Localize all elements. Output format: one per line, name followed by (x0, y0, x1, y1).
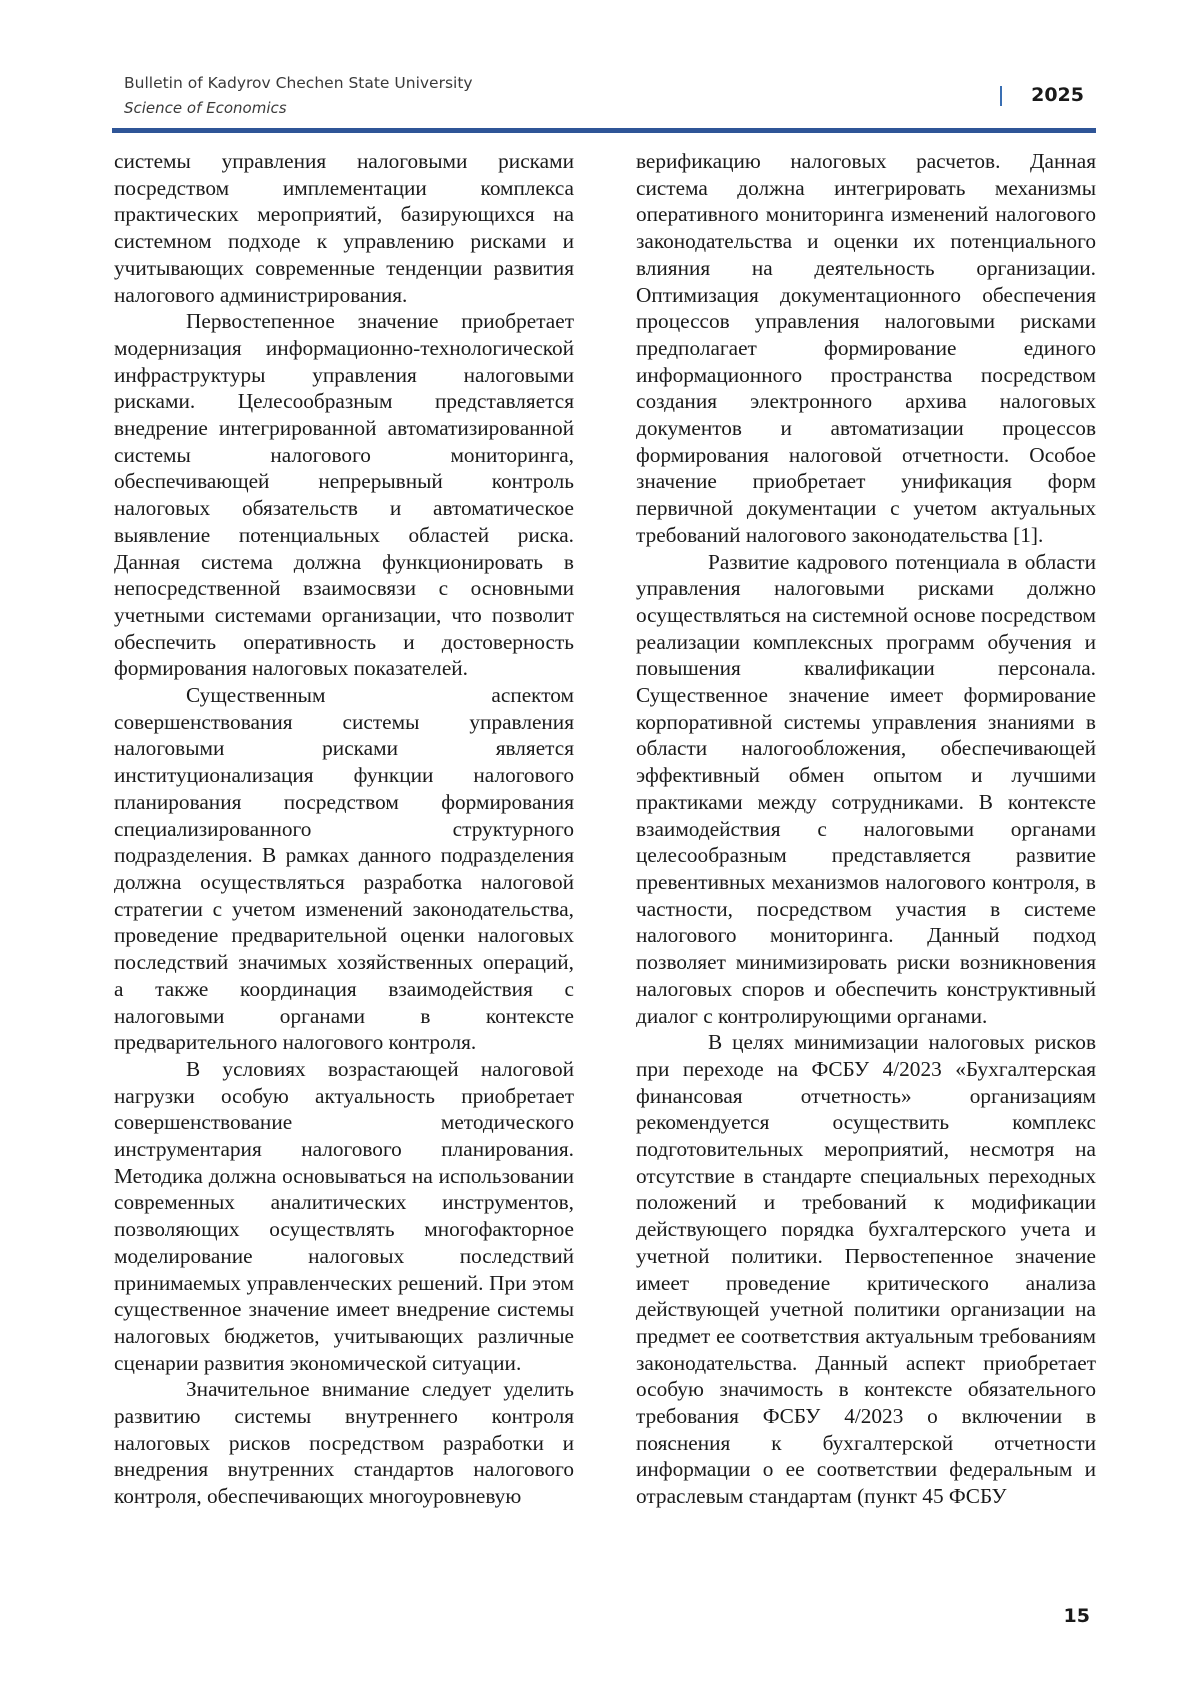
paragraph: Первостепенное значение приобретает модернизация информационно-технологической инфраструктуры управления налоговыми рисками. Целесообразным представляется внедрение интегрированной автоматизированной системы налогового мониторинга, обеспечивающей непрерывный контроль налоговых обязательств и автоматическое выявление потенциальных областей риска. Данная система должна функционировать в непосредственной взаимосвязи с основными учетными системами организации, что позволит обеспечить оперативность и достоверность формирования налоговых показателей. (114, 308, 574, 682)
publication-year: 2025 (1031, 84, 1084, 106)
header-divider (1000, 86, 1002, 106)
paragraph: верификацию налоговых расчетов. Данная система должна интегрировать механизмы оперативного мониторинга изменений налогового законодательства и оценки их потенциального влияния на деятельность организации. Оптимизация документационного обеспечения процессов управления налоговыми рисками предполагает формирование единого информационного пространства посредством создания электронного архива налоговых документов и автоматизации процессов формирования налоговой отчетности. Особое значение приобретает унификация форм первичной документации с учетом актуальных требований налогового законодательства [1]. (636, 148, 1096, 549)
page-header (124, 72, 1084, 128)
paragraph: В условиях возрастающей налоговой нагрузки особую актуальность приобретает совершенствование методического инструментария налогового планирования. Методика должна основываться на использовании современных аналитических инструментов, позволяющих осуществлять многофакторное моделирование налоговых последствий принимаемых управленческих решений. При этом существенное значение имеет внедрение системы налоговых бюджетов, учитывающих различные сценарии развития экономической ситуации. (114, 1056, 574, 1376)
paragraph: В целях минимизации налоговых рисков при переходе на ФСБУ 4/2023 «Бухгалтерская финансовая отчетность» организациям рекомендуется осуществить комплекс подготовительных мероприятий, несмотря на отсутствие в стандарте специальных переходных положений и требований к модификации действующего порядка бухгалтерского учета и учетной политики. Первостепенное значение имеет проведение критического анализа действующей учетной политики организации на предмет ее соответствия актуальным требованиям законодательства. Данный аспект приобретает особую значимость в контексте обязательного требования ФСБУ 4/2023 о включении в пояснения к бухгалтерской отчетности информации о ее соответствии федеральным и отраслевым стандартам (пункт 45 ФСБУ (636, 1029, 1096, 1510)
paragraph: Развитие кадрового потенциала в области управления налоговыми рисками должно осуществляться на системной основе посредством реализации комплексных программ обучения и повышения квалификации персонала. Существенное значение имеет формирование корпоративной системы управления знаниями в области налогообложения, обеспечивающей эффективный обмен опытом и лучшими практиками между сотрудниками. В контексте взаимодействия с налоговыми органами целесообразным представляется развитие превентивных механизмов налогового контроля, в частности, посредством участия в системе налогового мониторинга. Данный подход позволяет минимизировать риски возникновения налоговых споров и обеспечить конструктивный диалог с контролирующими органами. (636, 549, 1096, 1030)
header-rule (112, 128, 1096, 133)
left-column (114, 148, 574, 1510)
paragraph: системы управления налоговыми рисками посредством имплементации комплекса практических мероприятий, базирующихся на системном подходе к управлению рисками и учитывающих современные тенденции развития налогового администрирования. (114, 148, 574, 308)
right-column (636, 148, 1096, 1510)
paragraph: Значительное внимание следует уделить развитию системы внутреннего контроля налоговых рисков посредством разработки и внедрения внутренних стандартов налогового контроля, обеспечивающих многоуровневую (114, 1376, 574, 1510)
journal-name: Bulletin of Kadyrov Chechen State University (124, 74, 473, 92)
journal-section: Science of Economics (124, 99, 287, 117)
paragraph: Существенным аспектом совершенствования системы управления налоговыми рисками является институционализация функции налогового планирования посредством формирования специализированного структурного подразделения. В рамках данного подразделения должна осуществляться разработка налоговой стратегии с учетом изменений законодательства, проведение предварительной оценки налоговых последствий значимых хозяйственных операций, а также координация взаимодействия с налоговыми органами в контексте предварительного налогового контроля. (114, 682, 574, 1056)
page-number: 15 (1064, 1605, 1090, 1627)
